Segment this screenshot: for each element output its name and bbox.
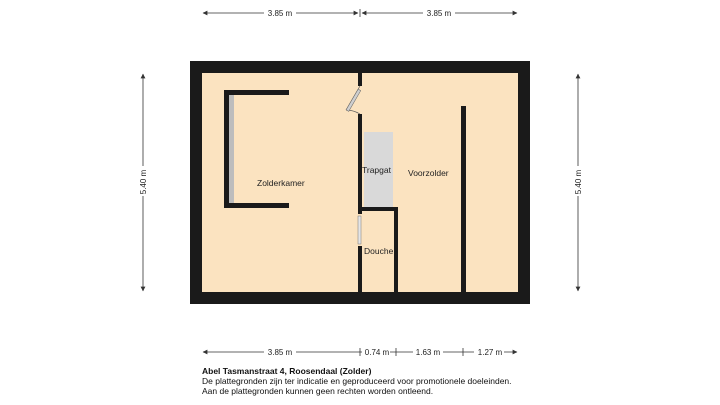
- dim-label-bottom-1: 3.85 m: [267, 348, 293, 357]
- door-leaf-douche: [358, 216, 361, 244]
- room-label-zolderkamer: Zolderkamer: [257, 178, 305, 188]
- dim-label-left: 5.40 m: [139, 169, 148, 195]
- dim-label-bottom-3: 1.63 m: [415, 348, 441, 357]
- caption-line-2: Aan de plattegronden kunnen geen rechten worden ontleend.: [202, 386, 434, 396]
- caption-line-1: De plattegronden zijn ter indicatie en geproduceerd voor promotionele doeleinden.: [202, 376, 512, 386]
- bracket-top: [224, 90, 289, 95]
- dim-label-bottom-4: 1.27 m: [477, 348, 503, 357]
- room-label-voorzolder: Voorzolder: [408, 168, 449, 178]
- voorzolder-wall: [461, 106, 466, 292]
- dim-label-right: 5.40 m: [574, 169, 583, 195]
- bracket-bottom: [224, 203, 289, 208]
- douche-top-wall: [362, 207, 398, 211]
- caption-title: Abel Tasmanstraat 4, Roosendaal (Zolder): [202, 366, 372, 376]
- dim-label-top-2: 3.85 m: [426, 9, 452, 18]
- room-label-trapgat: Trapgat: [362, 165, 391, 175]
- douche-right-wall: [394, 207, 398, 292]
- dim-label-bottom-2: 0.74 m: [364, 348, 390, 357]
- dim-label-top-1: 3.85 m: [267, 9, 293, 18]
- room-label-douche: Douche: [364, 246, 394, 256]
- plan-caption: [202, 366, 512, 396]
- bracket-left: [224, 90, 229, 208]
- bracket-shade: [229, 95, 234, 203]
